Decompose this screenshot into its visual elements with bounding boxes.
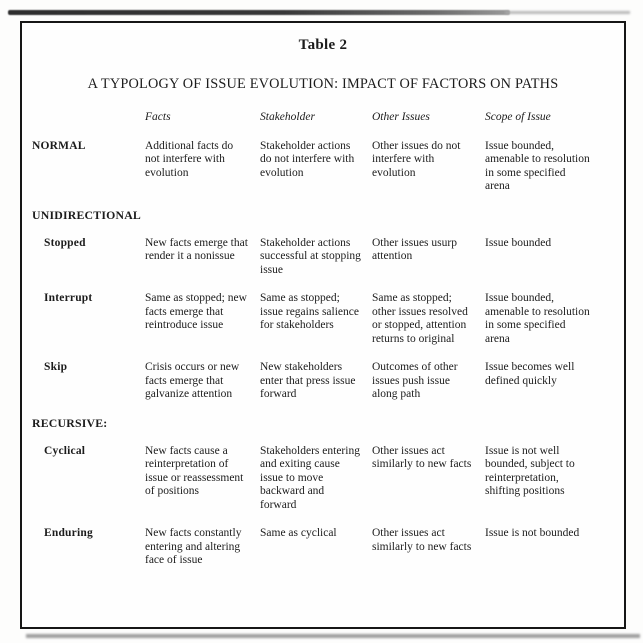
row-label: Stopped [44,236,86,249]
cell-scope-of-issue: Issue bounded [485,236,552,249]
table-row [22,237,624,278]
table-title: A TYPOLOGY OF ISSUE EVOLUTION: IMPACT OF FACTORS ON PATHS [87,76,559,92]
table-row [22,445,624,513]
cell-other-issues: Other issues do not interfere with evolution [372,139,461,179]
cell-facts: New facts cause a reinterpretation of issue or reassessment of positions [145,444,244,497]
row-label: NORMAL [32,139,86,152]
cell-stakeholder: Same as cyclical [260,527,337,539]
cell-other-issues: Outcomes of other issues push issue along path [372,361,458,400]
cell-scope-of-issue: Issue bounded, amenable to resolution in some specified arena [485,292,590,345]
scan-artifact-top-fade [505,11,630,14]
column-header-facts: Facts [145,111,171,123]
cell-scope-of-issue: Issue becomes well defined quickly [485,361,575,387]
cell-other-issues: Same as stopped; other issues resolved or stopped, attention returns to original [372,292,468,345]
cell-facts: New facts emerge that render it a nonissue [145,236,248,262]
column-header-scope-of-issue: Scope of Issue [485,111,551,123]
row-label: Skip [44,361,68,373]
table-row [22,140,624,194]
table-row [22,292,624,346]
cell-facts: Crisis occurs or new facts emerge that galvanize attention [145,361,240,400]
cell-scope-of-issue: Issue is not bounded [485,527,580,539]
column-header-other-issues: Other Issues [372,111,430,123]
cell-other-issues: Other issues usurp attention [372,236,457,262]
cell-stakeholder: New stakeholders enter that press issue forward [260,361,356,400]
cell-other-issues: Other issues act similarly to new facts [372,527,472,553]
section-heading: RECURSIVE: [32,415,108,430]
cell-stakeholder: Stakeholders entering and exiting cause issue to move backward and forward [260,444,360,511]
scan-artifact-top-bar [8,10,510,15]
cell-facts: New facts constantly entering and altering face of issue [145,527,242,566]
cell-other-issues: Other issues act similarly to new facts [372,444,472,470]
table-body [22,140,624,568]
cell-stakeholder: Stakeholder actions do not interfere with evolution [260,139,355,179]
table-frame [20,21,626,629]
row-label: Enduring [44,527,93,539]
row-label: Cyclical [44,444,86,457]
cell-facts: Additional facts do not interfere with evolution [145,139,234,179]
label-column-spacer [32,111,145,125]
cell-facts: Same as stopped; new facts emerge that reintroduce issue [145,292,247,331]
column-header-row [22,111,624,125]
section-heading: UNIDIRECTIONAL [32,207,141,222]
cell-scope-of-issue: Issue bounded, amenable to resolution in some specified arena [485,139,590,192]
table-row [22,361,624,402]
cell-stakeholder: Stakeholder actions successful at stopping issue [260,236,361,276]
table-caption: Table 2 [298,37,348,53]
cell-scope-of-issue: Issue is not well bounded, subject to reinterpretation, shifting positions [485,444,575,497]
table-row [22,527,624,568]
scan-artifact-bottom-line [26,634,640,638]
row-label: Interrupt [44,292,93,304]
cell-stakeholder: Same as stopped; issue regains salience for stakeholders [260,292,359,331]
column-header-stakeholder: Stakeholder [260,111,315,123]
